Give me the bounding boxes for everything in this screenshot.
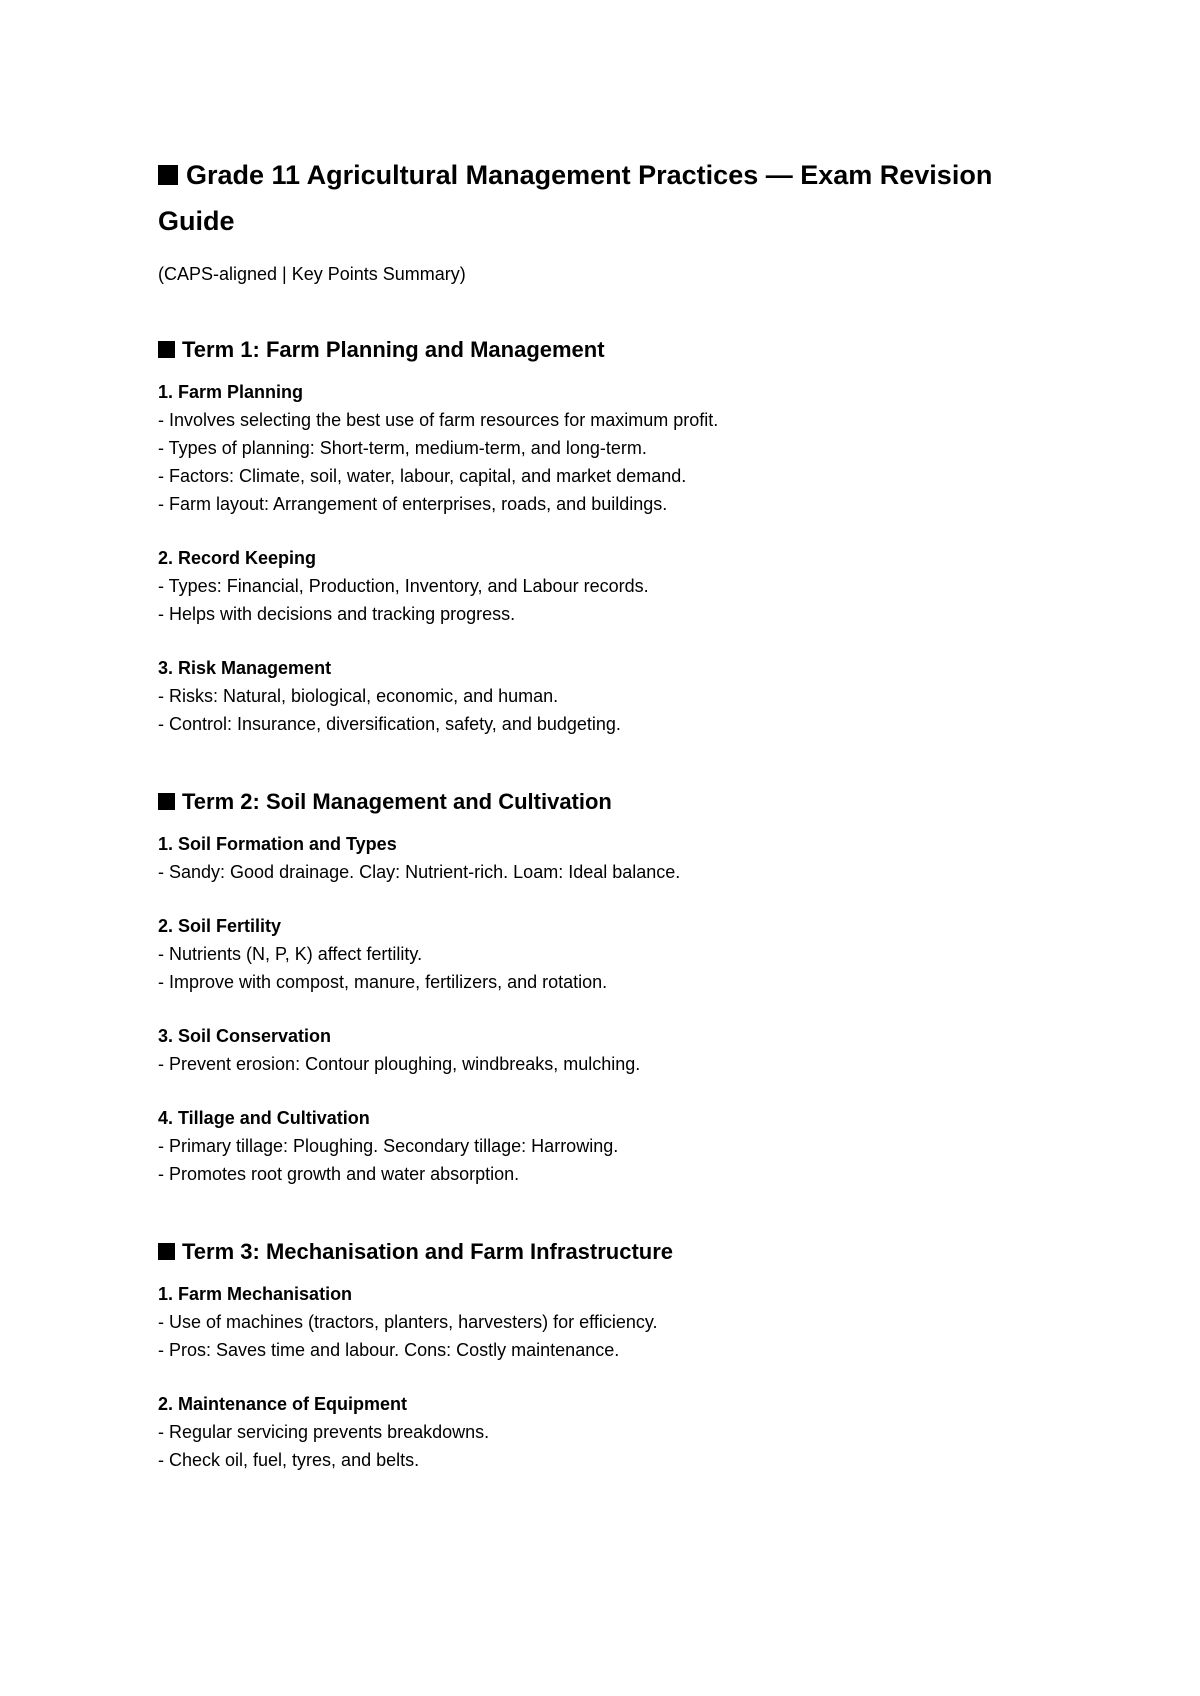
section-block	[158, 1104, 1058, 1188]
term-block	[158, 336, 1058, 738]
bullet-point: - Helps with decisions and tracking progress.	[158, 604, 516, 624]
section-title: 2. Soil Fertility	[158, 916, 282, 936]
bullet-point: - Nutrients (N, P, K) affect fertility.	[158, 944, 423, 964]
term-heading-text: Term 1: Farm Planning and Management	[182, 337, 605, 362]
term-heading	[158, 788, 1058, 816]
square-bullet-icon	[158, 165, 178, 185]
bullet-point: - Regular servicing prevents breakdowns.	[158, 1422, 490, 1442]
document-title-text: Grade 11 Agricultural Management Practices — Exam Revision Guide	[158, 160, 993, 236]
document-page	[158, 152, 1058, 1500]
bullet-point: - Use of machines (tractors, planters, harvesters) for efficiency.	[158, 1312, 658, 1332]
section-title: 1. Farm Planning	[158, 382, 304, 402]
section-block	[158, 544, 1058, 628]
square-bullet-icon	[158, 1243, 175, 1260]
bullet-point: - Types of planning: Short-term, medium-term, and long-term.	[158, 438, 647, 458]
document-title	[158, 152, 1058, 244]
term-block	[158, 788, 1058, 1188]
term-heading	[158, 1238, 1058, 1266]
bullet-point: - Farm layout: Arrangement of enterprises, roads, and buildings.	[158, 494, 668, 514]
section-block	[158, 1390, 1058, 1474]
section-block	[158, 1022, 1058, 1078]
section-title: 1. Soil Formation and Types	[158, 834, 397, 854]
section-block	[158, 830, 1058, 886]
section-title: 3. Soil Conservation	[158, 1026, 332, 1046]
term-heading-text: Term 3: Mechanisation and Farm Infrastructure	[182, 1239, 674, 1264]
bullet-point: - Improve with compost, manure, fertilizers, and rotation.	[158, 972, 608, 992]
section-block	[158, 654, 1058, 738]
term-heading	[158, 336, 1058, 364]
section-title: 1. Farm Mechanisation	[158, 1284, 353, 1304]
section-block	[158, 1280, 1058, 1364]
bullet-point: - Promotes root growth and water absorption.	[158, 1164, 520, 1184]
section-title: 2. Maintenance of Equipment	[158, 1394, 408, 1414]
square-bullet-icon	[158, 793, 175, 810]
bullet-point: - Types: Financial, Production, Inventory, and Labour records.	[158, 576, 649, 596]
bullet-point: - Prevent erosion: Contour ploughing, windbreaks, mulching.	[158, 1054, 641, 1074]
bullet-point: - Control: Insurance, diversification, safety, and budgeting.	[158, 714, 621, 734]
bullet-point: - Factors: Climate, soil, water, labour, capital, and market demand.	[158, 466, 687, 486]
section-title: 2. Record Keeping	[158, 548, 317, 568]
bullet-point: - Sandy: Good drainage. Clay: Nutrient-rich. Loam: Ideal balance.	[158, 862, 681, 882]
section-title: 4. Tillage and Cultivation	[158, 1108, 370, 1128]
terms-container	[158, 336, 1058, 1474]
square-bullet-icon	[158, 341, 175, 358]
bullet-point: - Risks: Natural, biological, economic, and human.	[158, 686, 559, 706]
term-heading-text: Term 2: Soil Management and Cultivation	[182, 789, 612, 814]
document-subtitle: (CAPS-aligned | Key Points Summary)	[158, 264, 466, 284]
bullet-point: - Check oil, fuel, tyres, and belts.	[158, 1450, 420, 1470]
section-block	[158, 912, 1058, 996]
bullet-point: - Pros: Saves time and labour. Cons: Costly maintenance.	[158, 1340, 620, 1360]
bullet-point: - Primary tillage: Ploughing. Secondary tillage: Harrowing.	[158, 1136, 619, 1156]
section-block	[158, 378, 1058, 518]
term-block	[158, 1238, 1058, 1474]
section-title: 3. Risk Management	[158, 658, 332, 678]
bullet-point: - Involves selecting the best use of farm resources for maximum profit.	[158, 410, 719, 430]
